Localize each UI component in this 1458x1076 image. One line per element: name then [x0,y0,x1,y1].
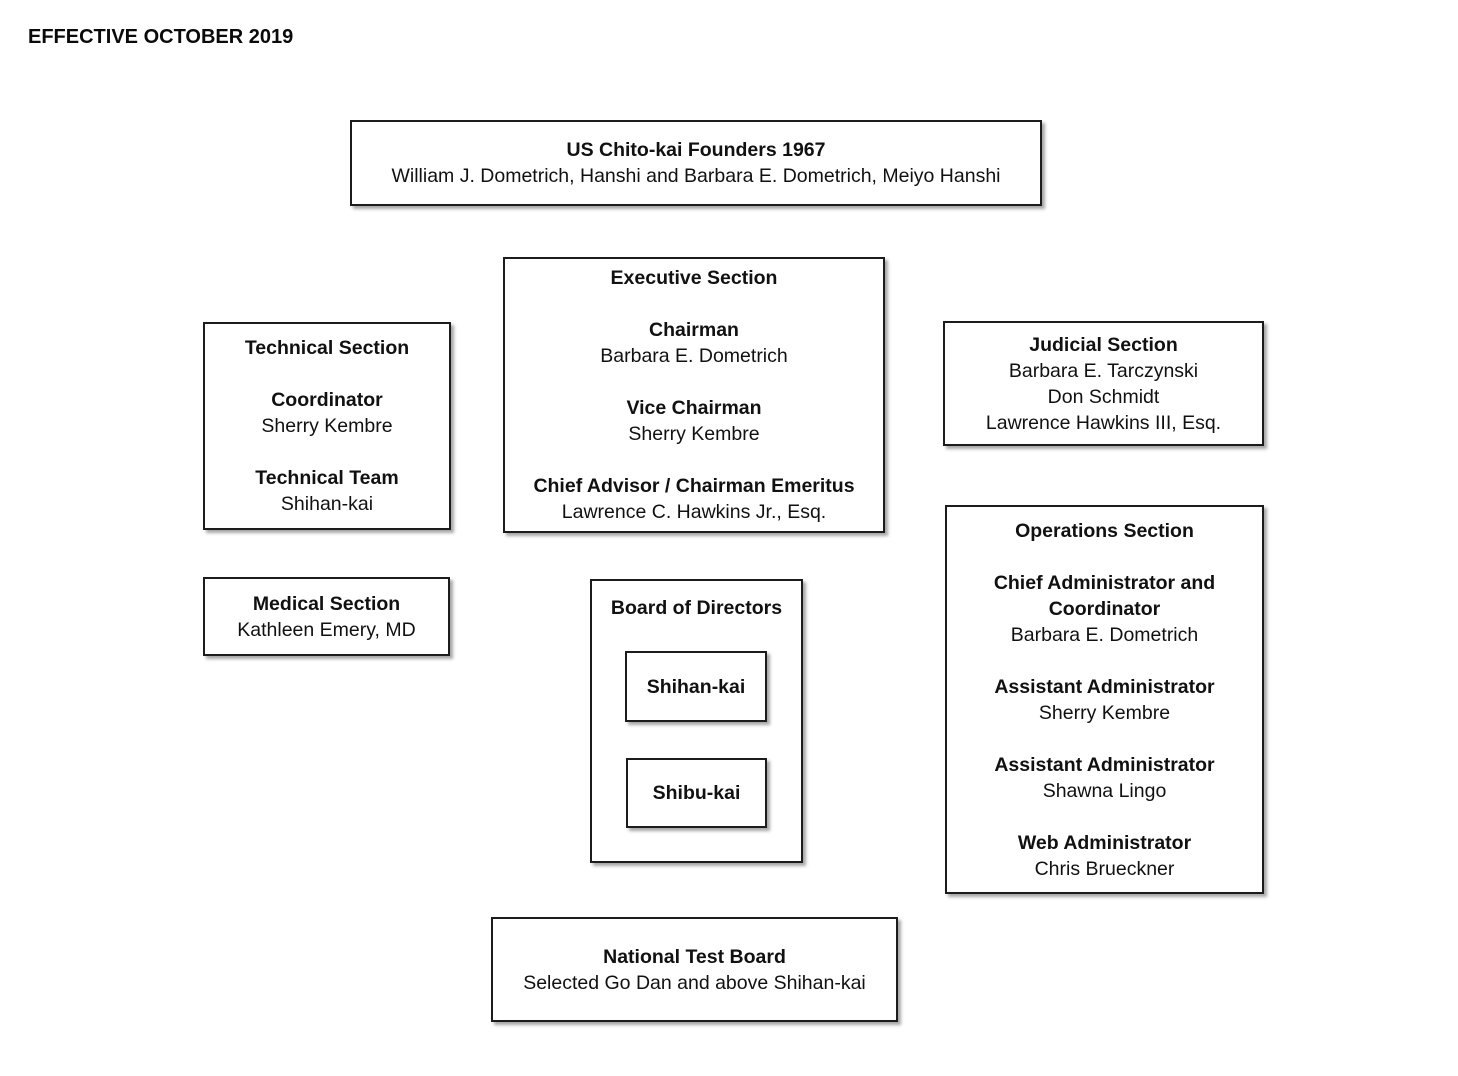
founders-title: US Chito-kai Founders 1967 [566,139,826,161]
operations-entry [947,674,1262,726]
technical-entry [205,465,449,517]
medical-section-title: Medical Section [252,592,401,615]
person-name: Barbara E. Dometrich [1010,623,1199,646]
operations-section-box [945,505,1264,894]
judicial-member: Barbara E. Tarczynski [1008,359,1199,382]
founders-members: William J. Dometrich, Hanshi and Barbara E. Dometrich, Meiyo Hanshi [391,165,1001,187]
operations-entry [947,570,1262,648]
person-name: Lawrence C. Hawkins Jr., Esq. [561,501,827,523]
judicial-member: Lawrence Hawkins III, Esq. [985,411,1222,434]
person-name: Sherry Kembre [628,423,760,445]
medical-section-box [203,577,450,656]
founders-box [350,120,1042,206]
national-test-board-title: National Test Board [603,945,786,968]
role-label: Technical Team [255,467,399,489]
medical-member: Kathleen Emery, MD [237,618,416,641]
person-name: Sherry Kembre [1038,701,1171,724]
person-name: Shawna Lingo [1042,779,1167,802]
role-label: Chief Advisor / Chairman Emeritus [533,475,855,497]
board-of-directors-box [590,579,803,863]
judicial-section-box [943,321,1264,446]
role-label: Web Administrator [1017,831,1192,854]
national-test-board-subtitle: Selected Go Dan and above Shihan-kai [523,971,866,994]
shibu-kai-box [626,758,767,828]
executive-entry [505,395,883,447]
board-of-directors-title: Board of Directors [610,597,783,619]
role-label: Vice Chairman [626,397,762,419]
role-label: Assistant Administrator [994,753,1215,776]
role-label: Chairman [649,319,739,341]
role-label: Chief Administrator and Coordinator [993,571,1216,620]
operations-entry [947,752,1262,804]
person-name: Chris Brueckner [1034,857,1175,880]
effective-date-label: EFFECTIVE OCTOBER 2019 [28,26,294,48]
executive-entry [505,473,883,525]
operations-section-title: Operations Section [1015,519,1194,542]
role-label: Assistant Administrator [994,675,1215,698]
person-name: Barbara E. Dometrich [600,345,788,367]
national-test-board-box [491,917,898,1022]
judicial-member: Don Schmidt [1047,385,1160,408]
shibu-kai-label: Shibu-kai [652,782,741,804]
operations-entry [947,830,1262,882]
judicial-section-title: Judicial Section [1029,333,1178,356]
technical-section-box [203,322,451,530]
shihan-kai-label: Shihan-kai [646,675,746,698]
role-label: Coordinator [271,389,383,411]
person-name: Sherry Kembre [261,415,393,437]
executive-entry [505,317,883,369]
executive-section-title: Executive Section [610,267,778,289]
shihan-kai-box [625,651,767,722]
person-name: Shihan-kai [280,493,374,515]
technical-entry [205,387,449,439]
executive-section-box [503,257,885,533]
technical-section-title: Technical Section [244,337,410,359]
